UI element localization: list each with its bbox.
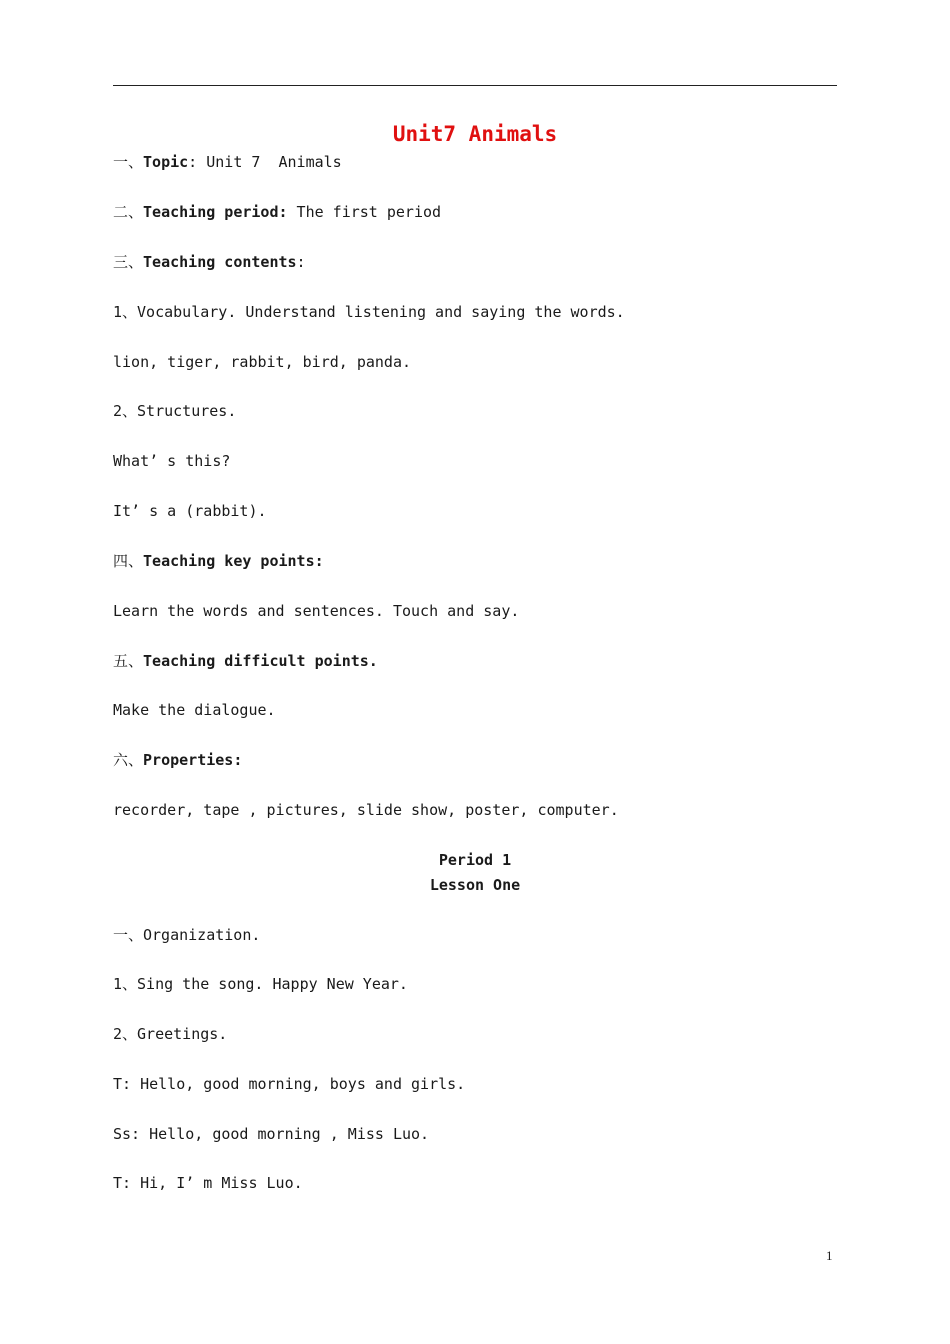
topic-sep: : bbox=[188, 153, 207, 171]
vocab-line: 1、Vocabulary. Understand listening and saying the words. bbox=[113, 303, 625, 321]
difficult-points-line bbox=[113, 651, 378, 671]
topic-value: Unit 7 Animals bbox=[206, 153, 342, 171]
period-value: The first period bbox=[287, 203, 442, 221]
key-points-line bbox=[113, 551, 324, 571]
header-rule bbox=[113, 85, 837, 86]
words-line: lion, tiger, rabbit, bird, panda. bbox=[113, 353, 412, 371]
period-label: Teaching period: bbox=[143, 203, 288, 221]
question-line: What’ s this? bbox=[113, 452, 231, 470]
students-line-1: Ss: Hello, good morning , Miss Luo. bbox=[113, 1125, 430, 1143]
answer-line: It’ s a (rabbit). bbox=[113, 502, 267, 520]
topic-line bbox=[113, 152, 342, 172]
contents-value: : bbox=[296, 253, 306, 271]
properties-text: recorder, tape , pictures, slide show, poster, computer. bbox=[113, 801, 619, 819]
contents-line bbox=[113, 252, 306, 272]
properties-line bbox=[113, 750, 242, 770]
page-title: Unit7 Animals bbox=[392, 122, 558, 146]
sing-line: 1、Sing the song. Happy New Year. bbox=[113, 975, 408, 993]
properties-num: 六、 bbox=[113, 751, 144, 769]
teacher-line-2: T: Hi, I’ m Miss Luo. bbox=[113, 1174, 303, 1192]
topic-label: Topic bbox=[143, 153, 189, 171]
contents-label: Teaching contents bbox=[143, 253, 297, 271]
key-points-label: Teaching key points: bbox=[143, 552, 324, 570]
period-heading: Period 1 bbox=[438, 851, 512, 869]
page-number: 1 bbox=[826, 1248, 833, 1263]
difficult-points-num: 五、 bbox=[113, 652, 144, 670]
difficult-points-label: Teaching difficult points. bbox=[143, 652, 378, 670]
contents-num: 三、 bbox=[113, 253, 144, 271]
period-num: 二、 bbox=[113, 203, 144, 221]
key-points-text: Learn the words and sentences. Touch and say. bbox=[113, 602, 520, 620]
organization-line: 一、Organization. bbox=[113, 926, 261, 944]
properties-label: Properties: bbox=[143, 751, 243, 769]
period-line bbox=[113, 202, 441, 222]
greetings-line: 2、Greetings. bbox=[113, 1025, 228, 1043]
key-points-num: 四、 bbox=[113, 552, 144, 570]
topic-num: 一、 bbox=[113, 153, 144, 171]
structures-line: 2、Structures. bbox=[113, 402, 237, 420]
difficult-points-text: Make the dialogue. bbox=[113, 701, 276, 719]
teacher-line-1: T: Hello, good morning, boys and girls. bbox=[113, 1075, 466, 1093]
lesson-heading: Lesson One bbox=[429, 876, 521, 894]
